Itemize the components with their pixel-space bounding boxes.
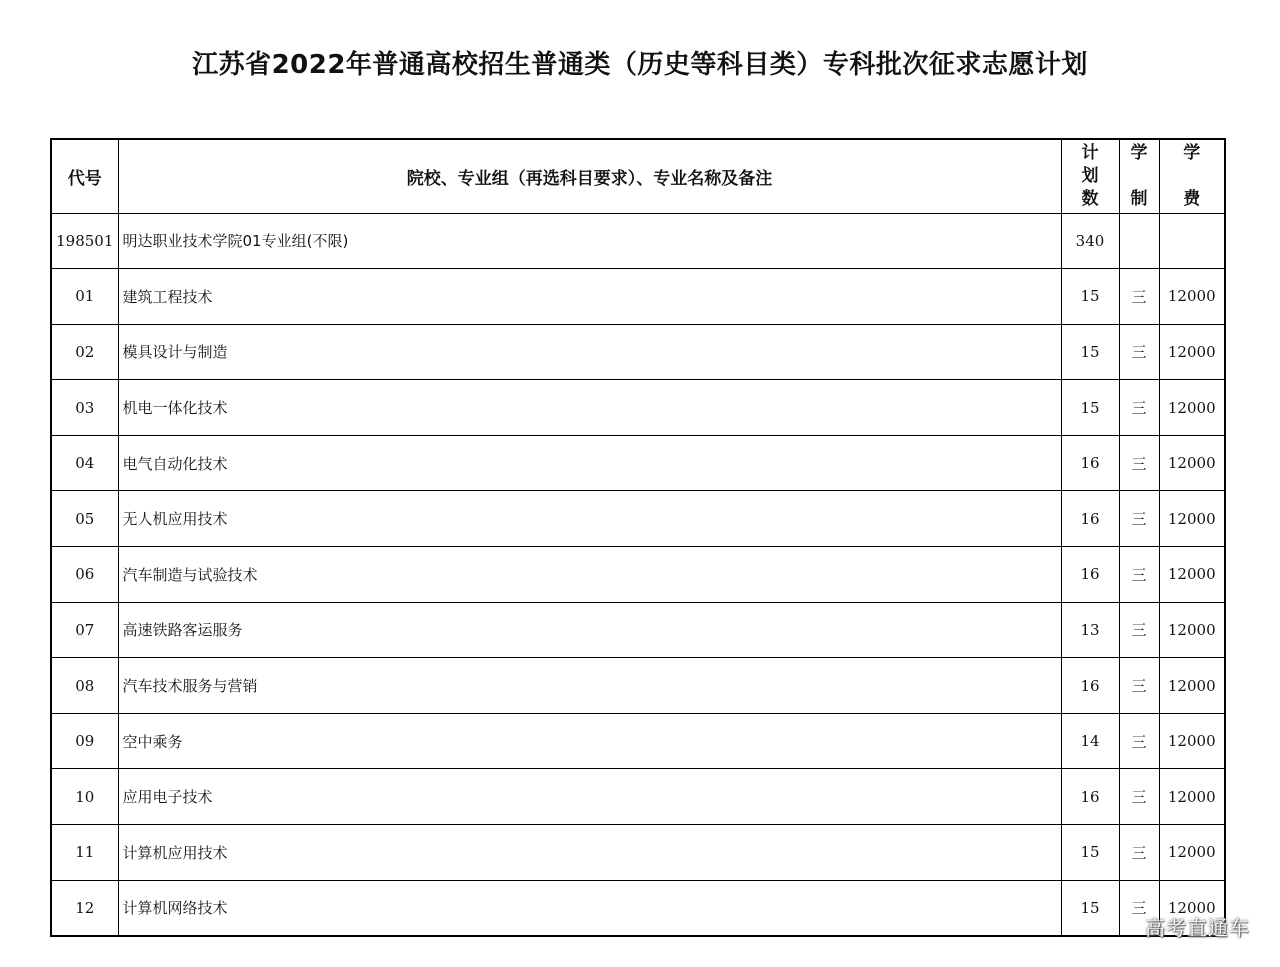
group-fee [1159,213,1225,269]
major-code: 10 [51,769,118,825]
major-years: 三 [1119,547,1159,603]
major-plan: 13 [1061,602,1119,658]
major-code: 02 [51,324,118,380]
watermark: 高考直通车 [1145,916,1250,940]
table-row [51,658,1225,714]
major-years: 三 [1119,324,1159,380]
major-fee: 12000 [1159,602,1225,658]
header-years-char: 制 [1130,189,1148,210]
major-years: 三 [1119,769,1159,825]
major-name: 应用电子技术 [118,769,1061,825]
header-fee-char: 学 [1183,143,1201,164]
major-years: 三 [1119,269,1159,325]
major-name: 机电一体化技术 [118,380,1061,436]
major-code: 11 [51,825,118,881]
major-name: 空中乘务 [118,713,1061,769]
header-plan-char: 计 [1081,143,1099,164]
major-plan: 16 [1061,547,1119,603]
major-plan: 15 [1061,269,1119,325]
header-name: 院校、专业组（再选科目要求）、专业名称及备注 [118,139,1061,213]
major-code: 05 [51,491,118,547]
major-name: 电气自动化技术 [118,435,1061,491]
table-row [51,435,1225,491]
major-code: 01 [51,269,118,325]
major-name: 无人机应用技术 [118,491,1061,547]
major-fee: 12000 [1159,769,1225,825]
major-plan: 14 [1061,713,1119,769]
major-plan: 15 [1061,825,1119,881]
major-years: 三 [1119,602,1159,658]
major-code: 12 [51,880,118,936]
header-code: 代号 [51,139,118,213]
group-years [1119,213,1159,269]
header-fee [1159,139,1225,213]
major-years: 三 [1119,658,1159,714]
table-row [51,491,1225,547]
major-plan: 15 [1061,380,1119,436]
major-name: 汽车制造与试验技术 [118,547,1061,603]
header-years-char: 学 [1130,143,1148,164]
major-code: 06 [51,547,118,603]
major-fee: 12000 [1159,435,1225,491]
major-plan: 16 [1061,491,1119,547]
plan-table [50,138,1226,937]
major-fee: 12000 [1159,269,1225,325]
table-row [51,602,1225,658]
major-years: 三 [1119,380,1159,436]
table-row [51,547,1225,603]
table-row [51,880,1225,936]
major-fee: 12000 [1159,547,1225,603]
major-code: 08 [51,658,118,714]
group-name: 明达职业技术学院01专业组(不限) [118,213,1061,269]
header-plan [1061,139,1119,213]
major-name: 模具设计与制造 [118,324,1061,380]
table-row [51,269,1225,325]
major-code: 04 [51,435,118,491]
major-fee: 12000 [1159,825,1225,881]
major-fee: 12000 [1159,713,1225,769]
major-plan: 15 [1061,880,1119,936]
major-name: 计算机网络技术 [118,880,1061,936]
table-row [51,769,1225,825]
major-years: 三 [1119,713,1159,769]
major-name: 计算机应用技术 [118,825,1061,881]
table-row [51,713,1225,769]
header-years [1119,139,1159,213]
header-plan-char: 划 [1081,166,1099,187]
major-fee: 12000 [1159,491,1225,547]
group-code: 198501 [51,213,118,269]
header-plan-char: 数 [1081,189,1099,210]
page-title: 江苏省2022年普通高校招生普通类（历史等科目类）专科批次征求志愿计划 [192,50,1088,80]
table-row [51,825,1225,881]
group-row [51,213,1225,269]
major-name: 汽车技术服务与营销 [118,658,1061,714]
table-row [51,324,1225,380]
major-years: 三 [1119,880,1159,936]
major-name: 高速铁路客运服务 [118,602,1061,658]
major-plan: 16 [1061,658,1119,714]
group-plan: 340 [1061,213,1119,269]
major-years: 三 [1119,435,1159,491]
major-years: 三 [1119,491,1159,547]
major-plan: 15 [1061,324,1119,380]
major-code: 03 [51,380,118,436]
major-name: 建筑工程技术 [118,269,1061,325]
major-plan: 16 [1061,435,1119,491]
header-fee-char: 费 [1183,189,1201,210]
major-code: 09 [51,713,118,769]
header-row [51,139,1225,213]
major-fee: 12000 [1159,324,1225,380]
major-code: 07 [51,602,118,658]
table-row [51,380,1225,436]
major-fee: 12000 [1159,380,1225,436]
major-fee: 12000 [1159,658,1225,714]
major-plan: 16 [1061,769,1119,825]
major-years: 三 [1119,825,1159,881]
major-fee: 12000 [1159,880,1225,936]
